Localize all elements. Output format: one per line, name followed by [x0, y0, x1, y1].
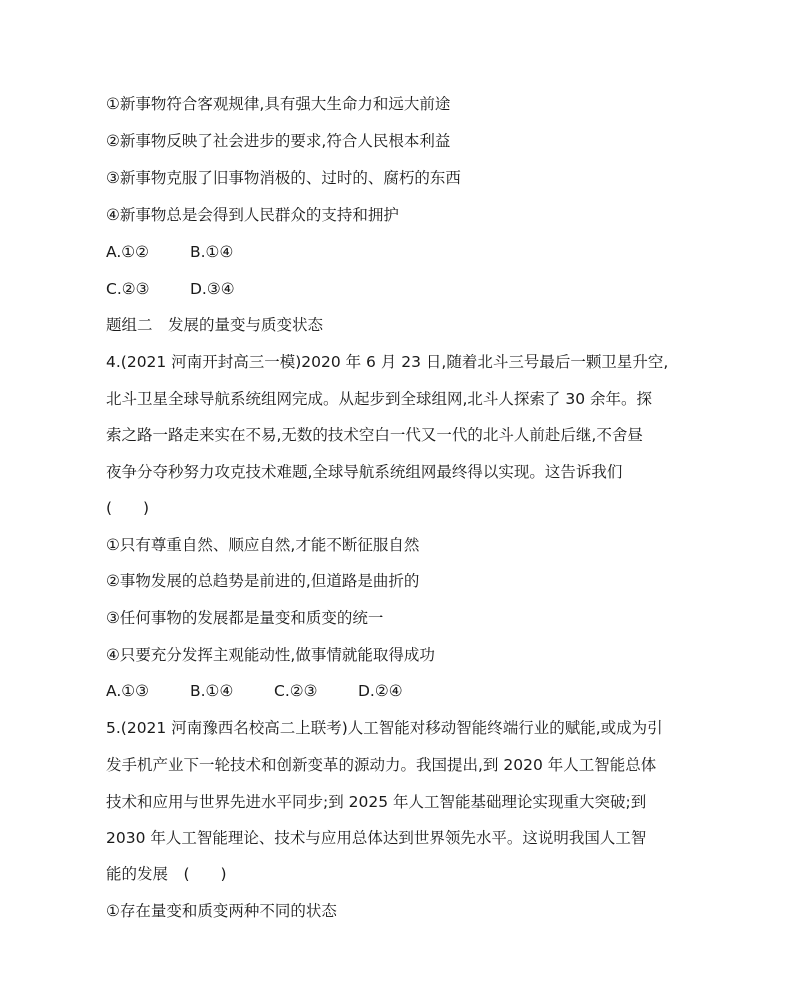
- q4-item-2: ②事物发展的总趋势是前进的,但道路是曲折的: [106, 572, 420, 590]
- group-title: 题组二 发展的量变与质变状态: [106, 316, 324, 334]
- q3-item-3: ③新事物克服了旧事物消极的、过时的、腐朽的东西: [106, 169, 461, 187]
- q3-option-a: A.①②: [106, 243, 150, 261]
- q4-stem-line-2: 北斗卫星全球导航系统组网完成。从起步到全球组网,北斗人探索了 30 余年。探: [106, 390, 653, 408]
- q4-option-d: D.②④: [358, 682, 403, 700]
- q4-option-b: B.①④: [190, 682, 234, 700]
- q3-option-c: C.②③: [106, 280, 150, 298]
- q4-options-row: [106, 681, 403, 701]
- q5-stem-line-3: 技术和应用与世界先进水平同步;到 2025 年人工智能基础理论实现重大突破;到: [106, 793, 647, 811]
- q4-item-3: ③任何事物的发展都是量变和质变的统一: [106, 609, 384, 627]
- q5-stem-line-1: 5.(2021 河南豫西名校高二上联考)人工智能对移动智能终端行业的赋能,或成为引: [106, 719, 663, 737]
- q5-stem-line-4: 2030 年人工智能理论、技术与应用总体达到世界领先水平。这说明我国人工智: [106, 829, 647, 847]
- q4-stem-line-3: 索之路一路走来实在不易,无数的技术空白一代又一代的北斗人前赴后继,不舍昼: [106, 426, 643, 444]
- q3-item-2: ②新事物反映了社会进步的要求,符合人民根本利益: [106, 132, 451, 150]
- q4-item-1: ①只有尊重自然、顺应自然,才能不断征服自然: [106, 536, 420, 554]
- q5-stem-line-5: 能的发展 ( ): [106, 865, 227, 883]
- q5-stem-line-2: 发手机产业下一轮技术和创新变革的源动力。我国提出,到 2020 年人工智能总体: [106, 756, 657, 774]
- q4-answer-blank: ( ): [106, 499, 150, 517]
- q5-item-1: ①存在量变和质变两种不同的状态: [106, 902, 337, 920]
- q4-stem-line-1: 4.(2021 河南开封高三一模)2020 年 6 月 23 日,随着北斗三号最后一颗卫星升空,: [106, 353, 669, 371]
- q3-item-1: ①新事物符合客观规律,具有强大生命力和远大前途: [106, 95, 451, 113]
- q3-options-row-1: [106, 242, 233, 262]
- q4-option-a: A.①③: [106, 682, 150, 700]
- q4-stem-line-4: 夜争分夺秒努力攻克技术难题,全球导航系统组网最终得以实现。这告诉我们: [106, 463, 623, 481]
- q3-options-row-2: [106, 279, 235, 299]
- q3-item-4: ④新事物总是会得到人民群众的支持和拥护: [106, 206, 399, 224]
- q4-item-4: ④只要充分发挥主观能动性,做事情就能取得成功: [106, 646, 435, 664]
- q3-option-d: D.③④: [190, 280, 235, 298]
- q3-option-b: B.①④: [190, 243, 234, 261]
- q4-option-c: C.②③: [274, 682, 318, 700]
